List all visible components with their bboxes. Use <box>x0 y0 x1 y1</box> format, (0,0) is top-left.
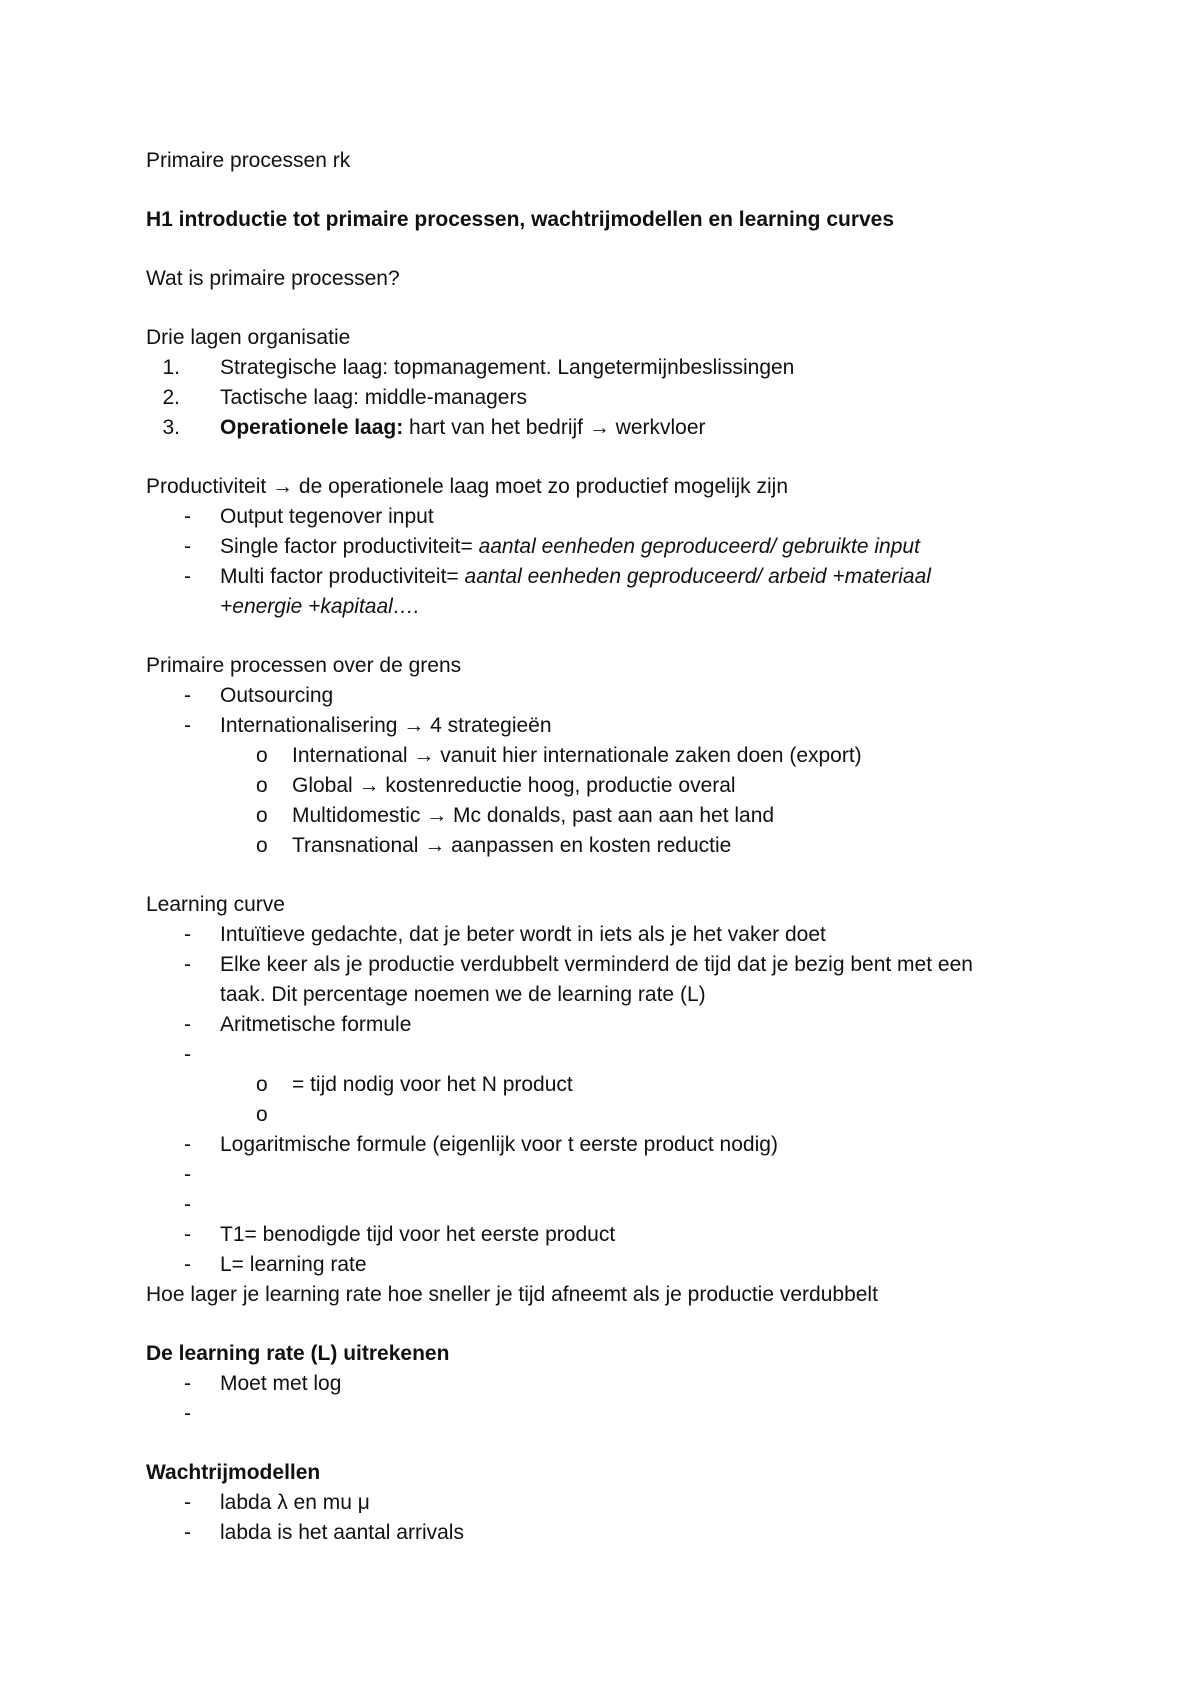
list-item-empty <box>146 1399 1046 1429</box>
question-line: Wat is primaire processen? <box>146 267 400 290</box>
sub-list-item-text: Global → kostenreductie hoog, productie overal <box>292 774 736 797</box>
list-item-text: Aritmetische formule <box>220 1013 412 1036</box>
dash-bullet: - <box>184 953 191 976</box>
dash-bullet: - <box>184 684 191 707</box>
list-item <box>146 1010 1046 1040</box>
list-item-text: Moet met log <box>220 1372 342 1395</box>
sub-list-item <box>146 801 1046 831</box>
list-number: 3. <box>162 416 180 439</box>
formula-text: aantal eenheden geproduceerd/ gebruikte input <box>478 535 920 558</box>
list-item <box>146 1250 1046 1280</box>
list-item <box>146 681 1046 711</box>
circle-bullet: o <box>256 744 268 767</box>
list-item-continuation: taak. Dit percentage noemen we de learning rate (L) <box>220 983 706 1006</box>
list-number: 2. <box>162 386 180 409</box>
list-item <box>146 413 1046 443</box>
list-item-text: T1= benodigde tijd voor het eerste product <box>220 1223 616 1246</box>
list-item-text: Single factor productiviteit= <box>220 535 479 558</box>
formula-text: aantal eenheden geproduceerd/ arbeid +materiaal <box>464 565 931 588</box>
dash-bullet: - <box>184 1163 191 1186</box>
chapter-heading: H1 introductie tot primaire processen, wachtrijmodellen en learning curves <box>146 208 895 231</box>
list-item-text: Intuïtieve gedachte, dat je beter wordt in iets als je het vaker doet <box>220 923 826 946</box>
list-item-empty <box>146 1040 1046 1070</box>
dash-bullet: - <box>184 1402 191 1425</box>
list-item-empty <box>146 1190 1046 1220</box>
list-item-text: Elke keer als je productie verdubbelt verminderd de tijd dat je bezig bent met een <box>220 953 973 976</box>
list-item-text: hart van het bedrijf → werkvloer <box>403 416 706 439</box>
dash-bullet: - <box>184 1372 191 1395</box>
list-item <box>146 1488 1046 1518</box>
sub-list-item-text: International → vanuit hier internationale zaken doen (export) <box>292 744 862 767</box>
list-item-text: Internationalisering → 4 strategieën <box>220 714 552 737</box>
list-item <box>146 502 1046 532</box>
list-item <box>146 920 1046 950</box>
list-item-text: Tactische laag: middle-managers <box>220 386 527 409</box>
list-item-text: Multi factor productiviteit= <box>220 565 465 588</box>
list-number: 1. <box>162 356 180 379</box>
list-item-continuation <box>146 592 1046 622</box>
list-item <box>146 1518 1046 1548</box>
formula-text: +energie +kapitaal…. <box>220 595 420 618</box>
sub-list-item-text: = tijd nodig voor het N product <box>292 1073 573 1096</box>
circle-bullet: o <box>256 1073 268 1096</box>
list-item-text: Output tegenover input <box>220 505 434 528</box>
circle-bullet: o <box>256 774 268 797</box>
dash-bullet: - <box>184 565 191 588</box>
dash-bullet: - <box>184 1491 191 1514</box>
learning-heading: Learning curve <box>146 893 285 916</box>
circle-bullet: o <box>256 834 268 857</box>
dash-bullet: - <box>184 714 191 737</box>
list-item-text: Outsourcing <box>220 684 334 707</box>
dash-bullet: - <box>184 535 191 558</box>
list-item-text: Logaritmische formule (eigenlijk voor t eerste product nodig) <box>220 1133 778 1156</box>
sub-list-item-empty <box>146 1100 1046 1130</box>
list-item <box>146 711 1046 741</box>
list-item <box>146 1130 1046 1160</box>
circle-bullet: o <box>256 804 268 827</box>
list-item <box>146 1369 1046 1399</box>
dash-bullet: - <box>184 1223 191 1246</box>
sub-list-item <box>146 1070 1046 1100</box>
dash-bullet: - <box>184 1043 191 1066</box>
list-item <box>146 532 1046 562</box>
list-item <box>146 383 1046 413</box>
list-item <box>146 1220 1046 1250</box>
dash-bullet: - <box>184 1013 191 1036</box>
dash-bullet: - <box>184 1253 191 1276</box>
layers-heading: Drie lagen organisatie <box>146 326 351 349</box>
list-item-text: L= learning rate <box>220 1253 367 1276</box>
sub-list-item <box>146 771 1046 801</box>
list-item-text: labda λ en mu μ <box>220 1491 370 1514</box>
document-page <box>146 146 1046 1548</box>
circle-bullet: o <box>256 1103 268 1126</box>
list-item-bold: Operationele laag: <box>220 416 404 439</box>
sub-list-item-text: Multidomestic → Mc donalds, past aan aan het land <box>292 804 775 827</box>
list-item-text: labda is het aantal arrivals <box>220 1521 464 1544</box>
sub-list-item-text: Transnational → aanpassen en kosten reductie <box>292 834 732 857</box>
document-title: Primaire processen rk <box>146 149 351 172</box>
list-item-empty <box>146 1160 1046 1190</box>
queue-heading: Wachtrijmodellen <box>146 1461 321 1484</box>
sub-list-item <box>146 831 1046 861</box>
calc-heading: De learning rate (L) uitrekenen <box>146 1342 450 1365</box>
dash-bullet: - <box>184 505 191 528</box>
dash-bullet: - <box>184 1193 191 1216</box>
learning-closing: Hoe lager je learning rate hoe sneller je tijd afneemt als je productie verdubbelt <box>146 1283 878 1306</box>
dash-bullet: - <box>184 923 191 946</box>
list-item <box>146 353 1046 383</box>
sub-list-item <box>146 741 1046 771</box>
dash-bullet: - <box>184 1133 191 1156</box>
list-item-text: Strategische laag: topmanagement. Langetermijnbeslissingen <box>220 356 795 379</box>
borders-heading: Primaire processen over de grens <box>146 654 462 677</box>
dash-bullet: - <box>184 1521 191 1544</box>
productivity-heading: Productiviteit → de operationele laag moet zo productief mogelijk zijn <box>146 475 789 498</box>
list-item <box>146 562 1046 592</box>
list-item <box>146 950 1046 980</box>
